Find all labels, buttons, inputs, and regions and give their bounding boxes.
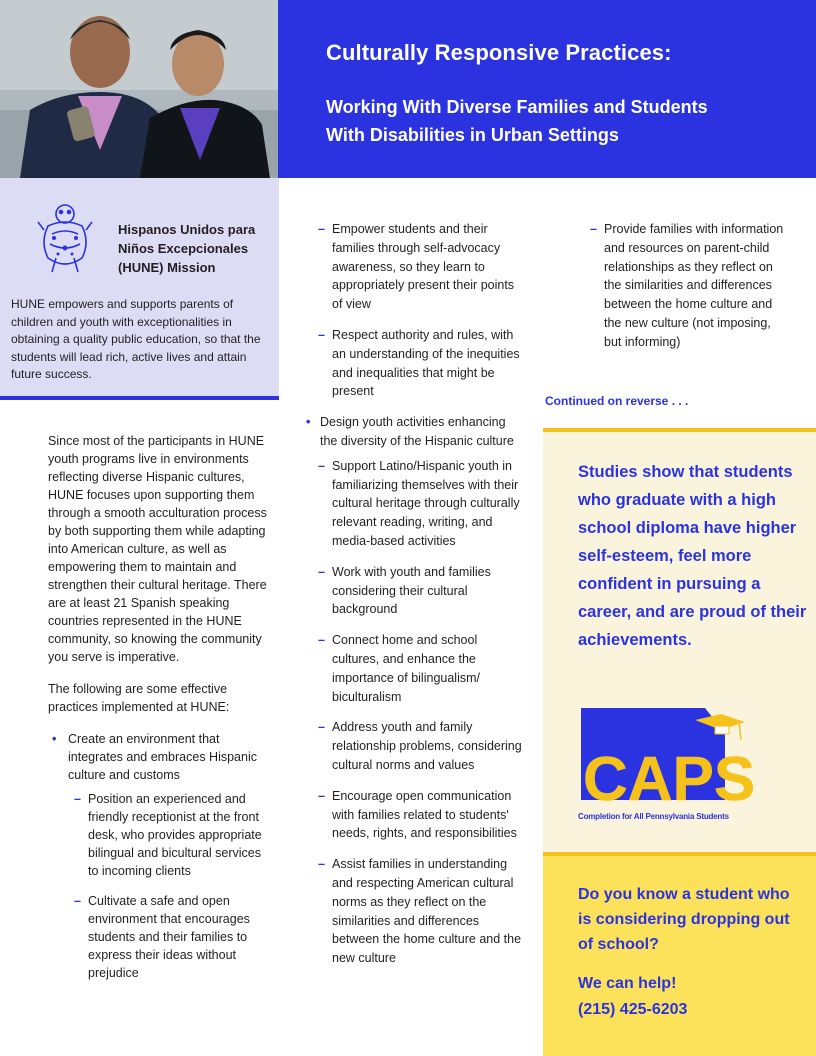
list-item: – Work with youth and families considering their cultural background <box>306 563 522 619</box>
list-item: – Address youth and family relationship problems, considering cultural norms and values <box>306 718 522 774</box>
caps-tagline: Completion for All Pennsylvania Students <box>578 812 729 821</box>
list-item: – Connect home and school cultures, and enhance the importance of bilingualism/ biculturalism <box>306 631 522 706</box>
list-item: – Position an experienced and friendly receptionist at the front desk, who provides appropriate bilingual and bicultural services to incoming clients <box>62 790 274 880</box>
list-item: – Empower students and their families through self-advocacy awareness, so they learn to appropriately present their points of view <box>306 220 522 314</box>
intro-paragraph: Since most of the participants in HUNE youth programs live in environments reflecting diverse Hispanic cultures, HUNE focuses upon supporting them through a smooth acculturation process by both supporting them while adapting into American culture, as well as empowering them to maintain and strengthen their cultural heritage. There are at least 21 Spanish speaking countries represented in the HUNE community, so knowing the community you serve is imperative. <box>48 434 267 664</box>
body-column-3 <box>590 220 788 364</box>
continued-note: Continued on reverse . . . <box>545 394 689 408</box>
lead-paragraph: The following are some effective practices implemented at HUNE: <box>48 682 230 714</box>
practice-bullet-1: • Create an environment that integrates and embraces Hispanic culture and customs <box>48 730 274 784</box>
photo-illustration <box>0 0 278 178</box>
mission-heading <box>118 220 268 277</box>
studies-text: Studies show that students who graduate with a high school diploma have higher self-esteem, feel more confident in pursuing a career, and are proud of their achievements. <box>578 463 807 649</box>
header-photo <box>0 0 278 178</box>
mission-heading-line-2: Niños Excepcionales <box>118 241 249 256</box>
list-item: – Respect authority and rules, with an understanding of the inequities and inequalities that might be present <box>306 326 522 401</box>
list-item: – Provide families with information and resources on parent-child relationships as they reflect on the similarities and differences between the home culture and the new culture (not imposing, but informing) <box>590 220 788 352</box>
practice-bullet-2: • Design youth activities enhancing the diversity of the Hispanic culture <box>306 413 522 451</box>
subtitle-line-1: Working With Diverse Families and Students <box>326 97 708 117</box>
caps-logo-graphic <box>575 700 755 828</box>
list-item: – Cultivate a safe and open environment that encourages students and their families to express their ideas without prejudice <box>62 892 274 982</box>
help-phone[interactable]: (215) 425-6203 <box>578 1001 688 1018</box>
mission-heading-line-1: Hispanos Unidos para <box>118 222 256 237</box>
caps-logo <box>575 700 755 828</box>
body-column-1 <box>48 432 274 994</box>
body-column-2 <box>306 220 522 980</box>
caps-logo-text: CAPS <box>583 745 755 814</box>
help-cta: We can help! <box>578 975 677 992</box>
hune-logo <box>34 200 96 276</box>
page-subtitle <box>326 93 796 149</box>
list-item: – Encourage open communication with families related to students' needs, rights, and responsibilities <box>306 787 522 843</box>
header-band <box>278 0 816 178</box>
subtitle-line-2: With Disabilities in Urban Settings <box>326 125 619 145</box>
list-item: – Support Latino/Hispanic youth in familiarizing themselves with their cultural heritage through culturally relevant reading, writing, and media-based activities <box>306 457 522 551</box>
hune-logo-icon <box>34 200 96 276</box>
list-item: – Assist families in understanding and respecting American cultural norms as they reflect on the similarities and differences between the home culture and the new culture <box>306 855 522 968</box>
mission-heading-line-3: (HUNE) Mission <box>118 260 216 275</box>
mission-text: HUNE empowers and supports parents of children and youth with exceptionalities in obtaining a quality public education, so that the students will lead rich, active lives and attain future success. <box>11 297 261 382</box>
help-question: Do you know a student who is considering dropping out of school? <box>578 886 790 953</box>
page-title: Culturally Responsive Practices: <box>326 40 672 65</box>
